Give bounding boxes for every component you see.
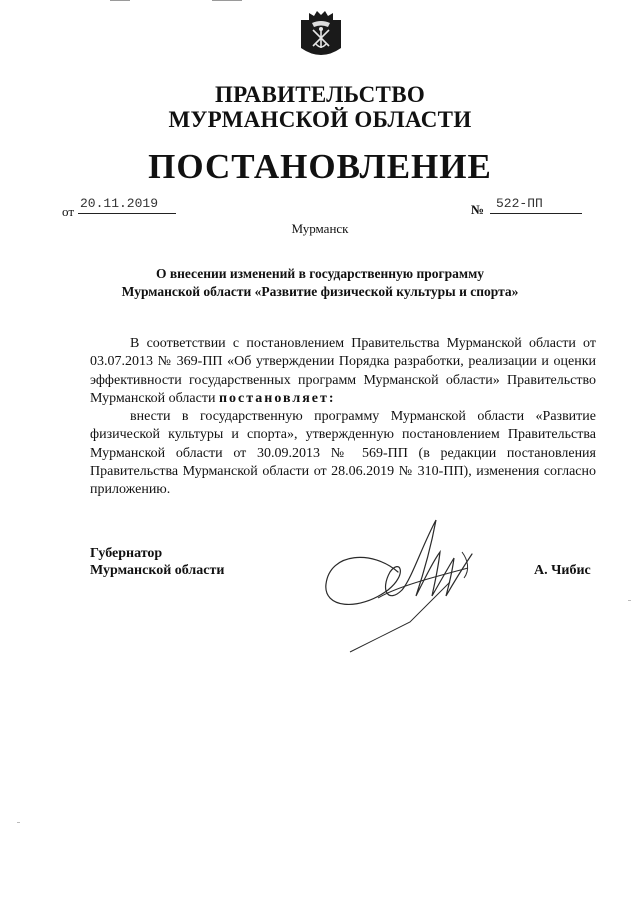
subject-line2: Мурманской области «Развитие физической культуры и спорта»: [121, 284, 519, 299]
scan-mark: [212, 0, 242, 1]
scan-mark: [110, 0, 130, 1]
signatory-position-line2: Мурманской области: [90, 563, 225, 578]
org-name-line2: МУРМАНСКОЙ ОБЛАСТИ: [168, 107, 472, 132]
org-name-line1: ПРАВИТЕЛЬСТВО: [214, 82, 426, 107]
scan-speck: [628, 600, 631, 601]
signatory-position-line1: Губернатор: [90, 546, 163, 561]
number-underline: [490, 213, 582, 214]
date-underline: [78, 213, 176, 214]
scan-speck: [17, 822, 20, 823]
document-date: 20.11.2019: [80, 196, 159, 211]
decision-paragraph: внести в государственную программу Мурманской области «Развитие физической культуры и спорта», утвержденную постановлением Правительства Мурманской области от 30.09.2013 № 569-ПП (в редакции постановления Правительства Мурманской области от 28.06.2019 № 310-ПП), изменения согласно приложению.: [90, 409, 596, 498]
resolves-keyword: постановляет:: [218, 390, 336, 406]
city-name: Мурманск: [291, 221, 349, 236]
subject-line1: О внесении изменений в государственную программу: [155, 266, 485, 281]
preamble-paragraph: [90, 335, 596, 408]
date-prefix: от: [62, 204, 75, 219]
signatory-name: А. Чибис: [534, 563, 591, 578]
number-prefix: №: [471, 202, 485, 217]
handwritten-signature: [318, 512, 483, 657]
document-type-title: ПОСТАНОВЛЕНИЕ: [148, 147, 492, 186]
preamble-text: В соответствии с постановлением Правительства Мурманской области от 03.07.2013 № 369-ПП «Об утверждении Порядка разработки, реализации и оценки эффективности государственных программ Мурманской области» Правительство Мурманской области: [90, 336, 596, 406]
document-number: 522-ПП: [496, 196, 543, 211]
coat-of-arms-emblem-icon: [301, 10, 341, 58]
